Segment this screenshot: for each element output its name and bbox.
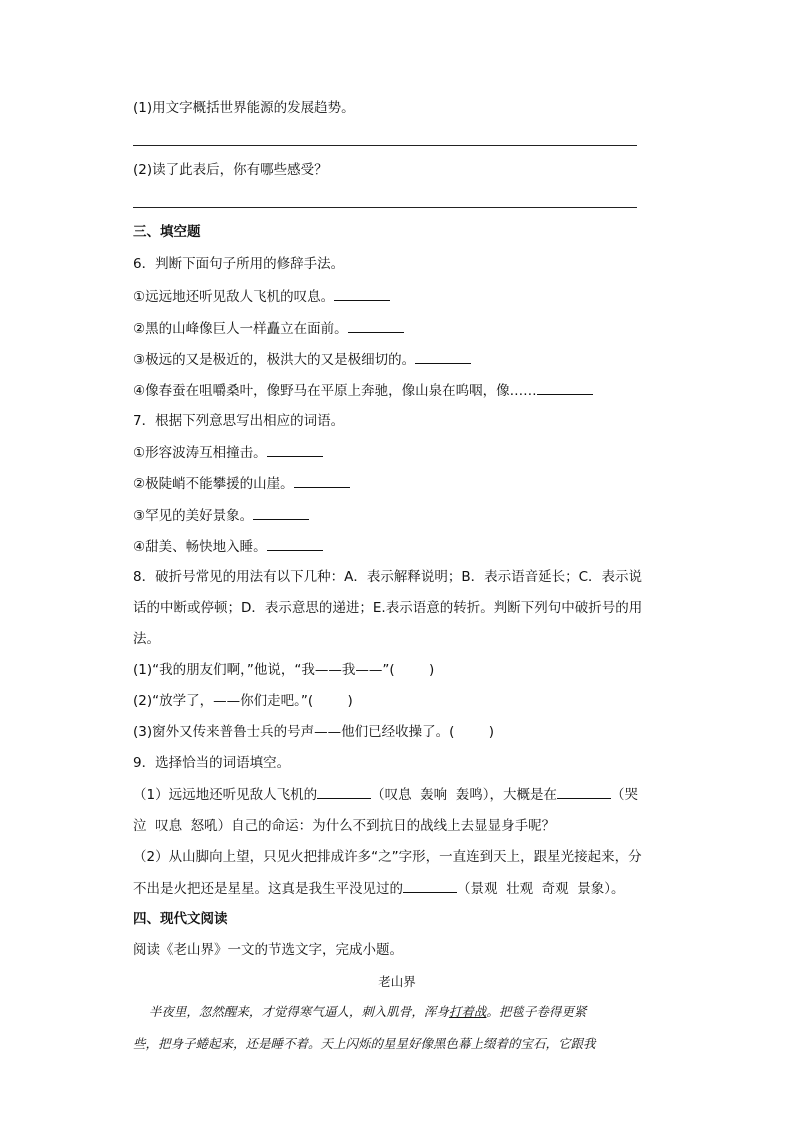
q6-item-3: ③极远的又是极近的，极洪大的又是极细切的。	[133, 350, 471, 369]
q8-item-3: (3)窗外又传来普鲁士兵的号声——他们已经收操了。( )	[133, 724, 494, 740]
answer-line-1	[133, 145, 637, 146]
q9-part-1-line-1: （1）远远地还听见敌人飞机的 （叹息 轰响 轰鸣），大概是在 （哭	[133, 787, 639, 803]
q6-stem: 6．判断下面句子所用的修辞手法。	[133, 256, 345, 272]
section-4-intro: 阅读《老山界》一文的节选文字，完成小题。	[133, 942, 403, 958]
q9-stem: 9．选择恰当的词语填空。	[133, 755, 291, 771]
q7-stem: 7．根据下列意思写出相应的词语。	[133, 413, 345, 429]
section-4-heading: 四、现代文阅读	[133, 911, 228, 927]
q5-sub2: (2)读了此表后，你有哪些感受？	[133, 162, 328, 178]
q6-item-4: ④像春蚕在咀嚼桑叶，像野马在平原上奔驰，像山泉在呜咽，像……	[133, 381, 593, 400]
section-3-heading: 三、填空题	[133, 224, 201, 240]
q9-part-2-line-1: （2）从山脚向上望，只见火把排成许多“之”字形，一直连到天上，跟星光接起来，分	[133, 849, 642, 865]
passage-line-2: 些，把身子蜷起来，还是睡不着。天上闪烁的星星好像黑色幕上缀着的宝石，它跟我	[133, 1036, 596, 1051]
q5-sub1: (1)用文字概括世界能源的发展趋势。	[133, 100, 355, 116]
q7-item-2: ②极陡峭不能攀援的山崖。	[133, 474, 350, 493]
underlined-phrase: 打着战	[448, 1004, 487, 1019]
q8-stem-line-1: 8．破折号常见的用法有以下几种：A．表示解释说明；B．表示语音延长；C．表示说	[133, 569, 643, 585]
answer-line-2	[133, 207, 637, 208]
passage-title: 老山界	[378, 974, 416, 989]
q8-item-2: (2)“放学了，——你们走吧。”( )	[133, 693, 353, 709]
q8-item-1: (1)“我的朋友们啊，”他说，“我——我——”( )	[133, 662, 435, 678]
q9-part-1-line-2: 泣 叹息 怒吼）自己的命运：为什么不到抗日的战线上去显显身手呢？	[133, 818, 556, 834]
q7-item-4: ④甜美、畅快地入睡。	[133, 537, 323, 556]
q8-stem-line-3: 法。	[133, 631, 160, 647]
passage-line-1: 半夜里，忽然醒来，才觉得寒气逼人，刺入肌骨，浑身打着战。把毯子卷得更紧	[133, 1004, 587, 1019]
q7-item-3: ③罕见的美好景象。	[133, 506, 309, 525]
q9-part-2-line-2: 不出是火把还是星星。这真是我生平没见过的 （景观 壮观 奇观 景象）。	[133, 881, 625, 897]
q7-item-1: ①形容波涛互相撞击。	[133, 443, 323, 462]
q8-stem-line-2: 话的中断或停顿；D．表示意思的递进；E.表示语意的转折。判断下列句中破折号的用	[133, 600, 643, 616]
q6-item-1: ①远远地还听见敌人飞机的叹息。	[133, 287, 390, 306]
q6-item-2: ②黑的山峰像巨人一样矗立在面前。	[133, 319, 404, 338]
